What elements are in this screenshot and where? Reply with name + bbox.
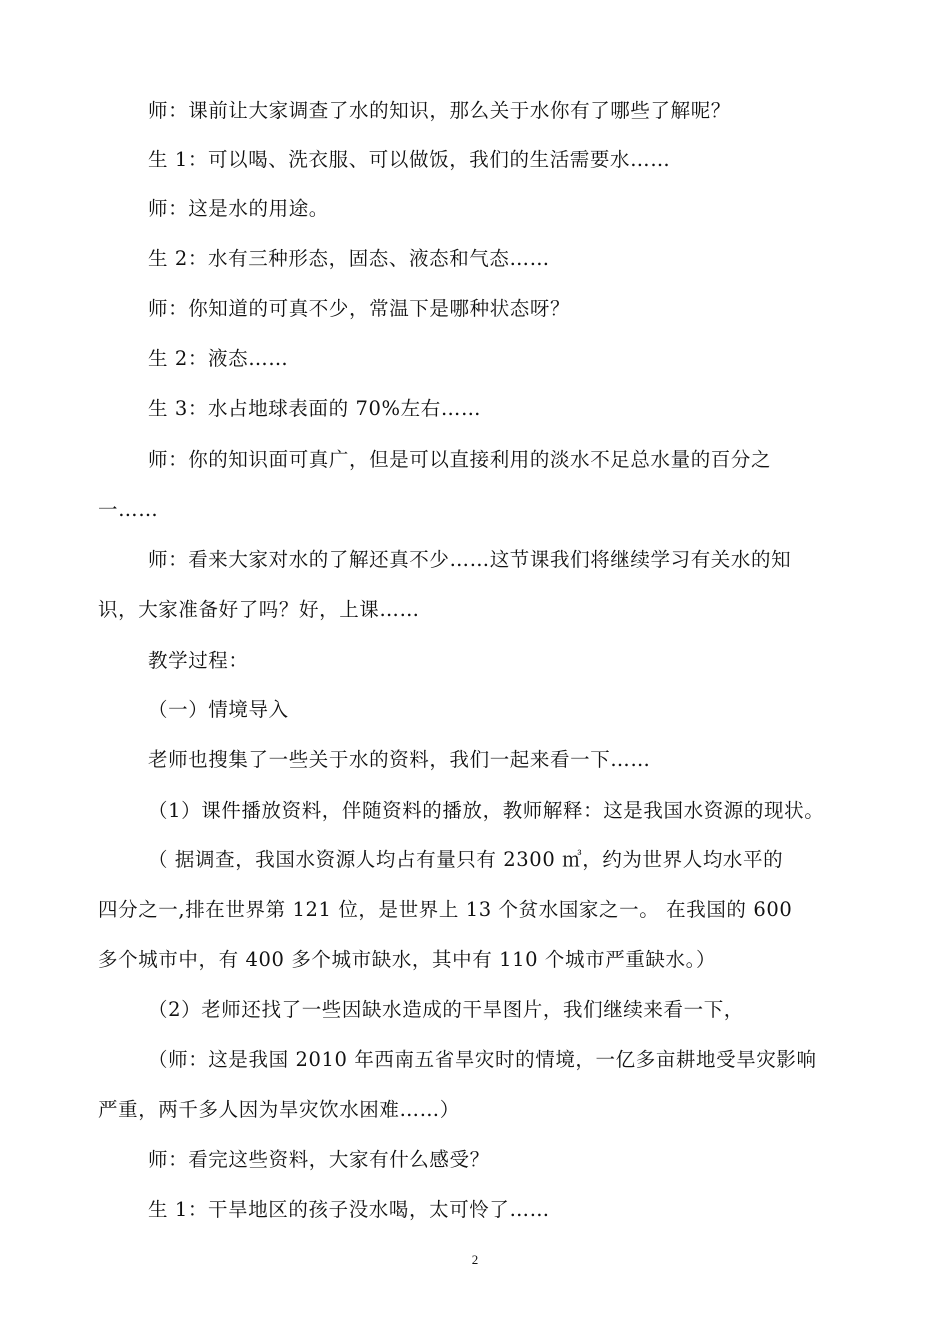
text-line: 师：看完这些资料，大家有什么感受？ — [148, 1148, 490, 1171]
text-line: 生 1：干旱地区的孩子没水喝，太可怜了…… — [148, 1198, 550, 1221]
text-line: 生 3：水占地球表面的 70%左右…… — [148, 397, 482, 420]
text-line: 老师也搜集了一些关于水的资料，我们一起来看一下…… — [148, 748, 651, 771]
text-line: 四分之一,排在世界第 121 位，是世界上 13 个贫水国家之一。 在我国的 600 — [98, 898, 793, 921]
text-line: 师：你的知识面可真广，但是可以直接利用的淡水不足总水量的百分之 — [148, 448, 772, 471]
text-line: 生 2：液态…… — [148, 347, 289, 370]
text-line: 师：你知道的可真不少，常温下是哪种状态呀？ — [148, 297, 571, 320]
text-line: 师：看来大家对水的了解还真不少……这节课我们将继续学习有关水的知 — [148, 548, 792, 571]
subsection-heading: （一）情境导入 — [148, 698, 289, 721]
section-heading: 教学过程： — [148, 649, 249, 672]
text-line: 生 2：水有三种形态，固态、液态和气态…… — [148, 247, 550, 270]
text-line: （师：这是我国 2010 年西南五省旱灾时的情境，一亿多亩耕地受旱灾影响 — [148, 1048, 817, 1071]
text-line: （2）老师还找了一些因缺水造成的干旱图片，我们继续来看一下， — [148, 998, 744, 1021]
text-line: （1）课件播放资料，伴随资料的播放，教师解释：这是我国水资源的现状。 — [148, 799, 825, 822]
text-line: 一…… — [98, 498, 159, 521]
text-line: （ 据调查，我国水资源人均占有量只有 2300 ㎥，约为世界人均水平的 — [148, 848, 784, 871]
text-line: 多个城市中，有 400 多个城市缺水，其中有 110 个城市严重缺水。） — [98, 948, 717, 971]
text-line: 师：这是水的用途。 — [148, 197, 329, 220]
text-line: 师：课前让大家调查了水的知识，那么关于水你有了哪些了解呢？ — [148, 99, 731, 122]
text-line: 生 1：可以喝、洗衣服、可以做饭，我们的生活需要水…… — [148, 148, 671, 171]
text-line: 识，大家准备好了吗？好，上课…… — [98, 598, 420, 621]
page-number: 2 — [471, 1252, 479, 1267]
text-line: 严重，两千多人因为旱灾饮水困难……） — [98, 1098, 460, 1121]
